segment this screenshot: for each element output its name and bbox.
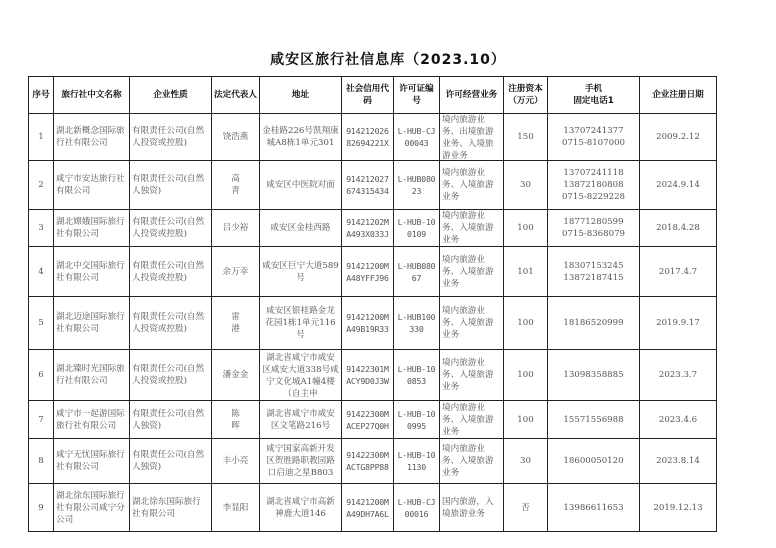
header-business: 许可经营业务 [440, 77, 504, 114]
cell-address-text: 湖北省咸宁市高新神鹿大道146 [266, 496, 335, 519]
cell-type [130, 439, 212, 484]
cell-type [130, 484, 212, 532]
cell-legal-text: 潘金金 [222, 370, 249, 380]
cell-credit [342, 439, 394, 484]
cell-capital-text: 150 [517, 132, 534, 142]
cell-date [640, 114, 717, 161]
cell-no [29, 401, 54, 439]
cell-capital [504, 350, 548, 401]
cell-type [130, 161, 212, 210]
cell-name-text: 湖北新概念国际旅行社有限公司 [56, 126, 125, 148]
header-capital: 注册资本（万元） [504, 77, 548, 114]
cell-type-text: 有限责任公司(自然人投资或控股) [132, 126, 205, 148]
cell-date-text: 2017.4.7 [658, 266, 698, 277]
cell-date-text: 2019.12.13 [653, 502, 703, 513]
cell-address [260, 161, 342, 210]
table-row [29, 161, 717, 210]
cell-business-text: 境内旅游业务、入境旅游业务 [442, 306, 494, 340]
cell-phone [548, 401, 640, 439]
cell-type [130, 210, 212, 247]
cell-address [260, 114, 342, 161]
cell-date [640, 161, 717, 210]
cell-legal-text: 雷港 [231, 312, 250, 334]
cell-credit-text: 91421200MA49B19R33 [346, 312, 389, 334]
cell-address [260, 210, 342, 247]
table-row [29, 114, 717, 161]
cell-phone [548, 350, 640, 401]
cell-business [440, 247, 504, 297]
cell-phone [548, 484, 640, 532]
cell-no-text: 3 [38, 223, 44, 233]
table-row [29, 297, 717, 350]
cell-no [29, 247, 54, 297]
cell-business-text: 境内旅游业务、入境旅游业务 [442, 402, 494, 437]
cell-capital-text: 101 [517, 266, 534, 277]
cell-name [54, 114, 130, 161]
header-legal: 法定代表人 [212, 77, 260, 114]
cell-type [130, 114, 212, 161]
cell-no [29, 114, 54, 161]
cell-license-text: L-HUB100330 [397, 312, 436, 334]
cell-credit-text: 91422301MACY9D0J3W [346, 364, 389, 386]
cell-business-text: 国内旅游，入境旅游业务 [442, 496, 494, 519]
cell-address [260, 401, 342, 439]
cell-legal [212, 161, 260, 210]
cell-phone [548, 247, 640, 297]
cell-date-text: 2023.4.6 [658, 414, 698, 425]
header-date: 企业注册日期 [640, 77, 717, 114]
cell-legal [212, 350, 260, 401]
cell-credit [342, 350, 394, 401]
table-row [29, 210, 717, 247]
cell-capital-text: 100 [517, 370, 534, 380]
cell-capital [504, 297, 548, 350]
cell-business-text: 境内旅游业务、入境旅游业务 [442, 254, 494, 289]
cell-address-text: 咸安区巨宁大道589号 [262, 260, 339, 283]
cell-phone-text: 18186520999 [563, 318, 624, 328]
cell-address-text: 咸安区中医院对面 [266, 180, 335, 190]
header-row [29, 77, 717, 114]
cell-phone-text: 13986611653 [563, 502, 624, 513]
cell-no-text: 6 [38, 370, 44, 380]
cell-license-text: L-HUB-100109 [397, 217, 436, 239]
cell-name [54, 210, 130, 247]
cell-license [394, 247, 440, 297]
travel-agency-table [28, 76, 717, 532]
cell-license-text: L-HUB08067 [397, 260, 436, 283]
cell-address-text: 咸宁国家高新开发区贺胜路职教园路口启迪之星B803 [266, 444, 335, 478]
cell-license-text: L-HUB08023 [397, 174, 436, 196]
cell-capital [504, 439, 548, 484]
cell-business [440, 350, 504, 401]
cell-phone [548, 161, 640, 210]
cell-phone-text: 13707241377 0715-8107000 [561, 126, 626, 148]
cell-no [29, 210, 54, 247]
cell-name [54, 297, 130, 350]
cell-no-text: 8 [38, 456, 44, 466]
cell-business-text: 境内旅游业务、入境旅游业务 [442, 168, 494, 202]
cell-date [640, 401, 717, 439]
cell-name-text: 咸宁市安达旅行社有限公司 [56, 174, 125, 196]
cell-legal [212, 439, 260, 484]
cell-legal [212, 247, 260, 297]
cell-license [394, 161, 440, 210]
cell-address [260, 247, 342, 297]
cell-name [54, 247, 130, 297]
cell-credit [342, 210, 394, 247]
cell-capital-text: 30 [520, 456, 531, 466]
cell-credit-text: 91421200MA49DH7A6L [346, 496, 389, 519]
cell-name [54, 439, 130, 484]
cell-date [640, 247, 717, 297]
cell-license [394, 439, 440, 484]
cell-capital [504, 247, 548, 297]
cell-date-text: 2009.2.12 [656, 132, 700, 142]
cell-license [394, 484, 440, 532]
cell-phone [548, 210, 640, 247]
cell-type [130, 350, 212, 401]
cell-license [394, 114, 440, 161]
cell-legal [212, 297, 260, 350]
header-name: 旅行社中文名称 [54, 77, 130, 114]
cell-date-text: 2023.8.14 [656, 456, 700, 466]
cell-no-text: 5 [38, 318, 44, 328]
cell-type-text: 有限责任公司(自然人投资或控股) [132, 312, 205, 334]
cell-name [54, 484, 130, 532]
cell-address-text: 金桂路226号凯翔康城A8栋1单元301 [262, 126, 339, 148]
cell-date-text: 2019.9.17 [656, 318, 700, 328]
cell-business [440, 210, 504, 247]
cell-no-text: 4 [38, 266, 44, 277]
cell-name-text: 湖北嫦娥国际旅行社有限公司 [56, 217, 125, 239]
table-row [29, 439, 717, 484]
cell-credit [342, 484, 394, 532]
cell-type-text: 有限责任公司(自然人独资) [132, 408, 205, 431]
header-phone: 手机 固定电话1 [548, 77, 640, 114]
header-no: 序号 [29, 77, 54, 114]
cell-name [54, 350, 130, 401]
cell-credit-text: 914212027674315434 [346, 174, 389, 196]
cell-date [640, 439, 717, 484]
cell-phone-text: 18600050120 [563, 456, 624, 466]
cell-address-text: 湖北省咸宁市咸安区咸安大道338号咸宁文化城A1幢4楼（自主申 [262, 353, 339, 398]
cell-business-text: 境内旅游业务、入境旅游业务 [442, 358, 494, 392]
cell-phone-text: 13707241118 13872180808 0715-8229228 [561, 168, 626, 202]
cell-legal-text: 高青 [231, 174, 250, 196]
cell-license [394, 297, 440, 350]
cell-credit-text: 91422300MACTG8PP88 [346, 450, 389, 472]
cell-legal-text: 陈晖 [231, 408, 250, 431]
cell-business-text: 境内旅游业务、入境旅游业务 [442, 211, 494, 245]
cell-address [260, 484, 342, 532]
cell-capital [504, 484, 548, 532]
cell-business-text: 境内旅游业务、出境旅游业务、入境旅游业务 [442, 115, 494, 160]
cell-credit-text: 91421200MA48YFFJ96 [346, 260, 389, 283]
cell-capital-text: 100 [517, 318, 534, 328]
cell-name-text: 湖北迈途国际旅行社有限公司 [56, 312, 125, 334]
cell-phone-text: 18771280599 0715-8368079 [561, 217, 626, 239]
cell-no-text: 1 [38, 132, 44, 142]
cell-date [640, 210, 717, 247]
cell-legal [212, 114, 260, 161]
cell-legal-text: 余万幸 [222, 266, 249, 277]
header-address: 地址 [260, 77, 342, 114]
cell-credit-text: 91422300MACEP27Q0H [346, 408, 389, 431]
cell-business [440, 297, 504, 350]
cell-capital [504, 210, 548, 247]
cell-address [260, 439, 342, 484]
cell-type-text: 有限责任公司(自然人投资或控股) [132, 364, 205, 386]
cell-no-text: 9 [38, 502, 44, 513]
cell-date [640, 297, 717, 350]
cell-license-text: L-HUB-CJ00016 [397, 496, 436, 519]
cell-license-text: L-HUB-100853 [397, 364, 436, 386]
cell-date [640, 484, 717, 532]
cell-business [440, 161, 504, 210]
cell-date-text: 2023.3.7 [658, 370, 698, 380]
cell-phone [548, 439, 640, 484]
cell-type [130, 297, 212, 350]
cell-no-text: 7 [38, 414, 44, 425]
cell-date-text: 2024.9.14 [656, 180, 700, 190]
cell-type [130, 401, 212, 439]
cell-no [29, 439, 54, 484]
cell-address-text: 咸安区金桂西路 [270, 223, 331, 233]
cell-credit-text: 91421202682694221X [346, 126, 389, 148]
cell-address [260, 297, 342, 350]
cell-legal-text: 吕少裕 [222, 223, 249, 233]
cell-name-text: 湖北徐东国际旅行社有限公司咸宁分公司 [56, 490, 125, 525]
cell-capital-text: 否 [521, 502, 530, 513]
table-row [29, 401, 717, 439]
cell-business-text: 境内旅游业务、入境旅游业务 [442, 444, 494, 478]
cell-business [440, 439, 504, 484]
cell-credit [342, 161, 394, 210]
cell-type-text: 有限责任公司(自然人独资) [132, 450, 205, 472]
cell-capital [504, 114, 548, 161]
cell-name-text: 咸宁无忧国际旅行社有限公司 [56, 450, 125, 472]
cell-phone [548, 297, 640, 350]
cell-type-text: 有限责任公司(自然人投资或控股) [132, 260, 205, 283]
cell-credit [342, 114, 394, 161]
cell-license [394, 350, 440, 401]
cell-capital [504, 401, 548, 439]
cell-capital-text: 100 [517, 223, 534, 233]
cell-legal [212, 401, 260, 439]
cell-license-text: L-HUB-100995 [397, 408, 436, 431]
header-credit: 社会信用代码 [342, 77, 394, 114]
cell-business [440, 484, 504, 532]
cell-capital-text: 30 [520, 180, 531, 190]
cell-address-text: 咸安区银桂路金龙花园1栋1单元116号 [265, 306, 336, 340]
cell-name-text: 咸宁市一起游国际旅行社有限公司 [56, 408, 125, 431]
cell-type-text: 有限责任公司(自然人独资) [132, 174, 205, 196]
cell-business [440, 114, 504, 161]
cell-license-text: L-HUB-CJ00043 [397, 126, 436, 148]
cell-credit [342, 297, 394, 350]
cell-name [54, 401, 130, 439]
cell-legal-text: 丰小亮 [222, 456, 249, 466]
page-title: 咸安区旅行社信息库（2023.10） [270, 52, 506, 68]
cell-no [29, 161, 54, 210]
cell-phone-text: 15571556988 [563, 414, 624, 425]
cell-name-text: 湖北臻时光国际旅行社有限公司 [56, 364, 125, 386]
cell-legal [212, 210, 260, 247]
cell-no-text: 2 [38, 180, 44, 190]
cell-date-text: 2018.4.28 [656, 223, 700, 233]
cell-capital [504, 161, 548, 210]
table-row [29, 247, 717, 297]
cell-legal-text: 李显阳 [222, 502, 249, 513]
cell-name-text: 湖北中交国际旅行社有限公司 [56, 260, 125, 283]
table-row [29, 484, 717, 532]
header-license: 许可证编号 [394, 77, 440, 114]
cell-license [394, 401, 440, 439]
cell-name [54, 161, 130, 210]
cell-no [29, 297, 54, 350]
header-type: 企业性质 [130, 77, 212, 114]
cell-type [130, 247, 212, 297]
cell-date [640, 350, 717, 401]
cell-credit-text: 91421202MA493X033J [346, 217, 389, 239]
cell-address-text: 湖北省咸宁市咸安区文笔路216号 [266, 408, 335, 431]
cell-business [440, 401, 504, 439]
cell-phone [548, 114, 640, 161]
cell-legal-text: 饶浩燕 [222, 132, 249, 142]
cell-address [260, 350, 342, 401]
table-row [29, 350, 717, 401]
cell-credit [342, 247, 394, 297]
cell-phone-text: 13098358885 [563, 370, 624, 380]
cell-credit [342, 401, 394, 439]
cell-no [29, 484, 54, 532]
cell-legal [212, 484, 260, 532]
cell-capital-text: 100 [517, 414, 534, 425]
cell-license [394, 210, 440, 247]
cell-type-text: 有限责任公司(自然人投资或控股) [132, 217, 205, 239]
cell-no [29, 350, 54, 401]
cell-type-text: 湖北徐东国际旅行社有限公司 [132, 496, 201, 519]
cell-license-text: L-HUB-101130 [397, 450, 436, 472]
cell-phone-text: 18307153245 13872187415 [563, 260, 624, 283]
